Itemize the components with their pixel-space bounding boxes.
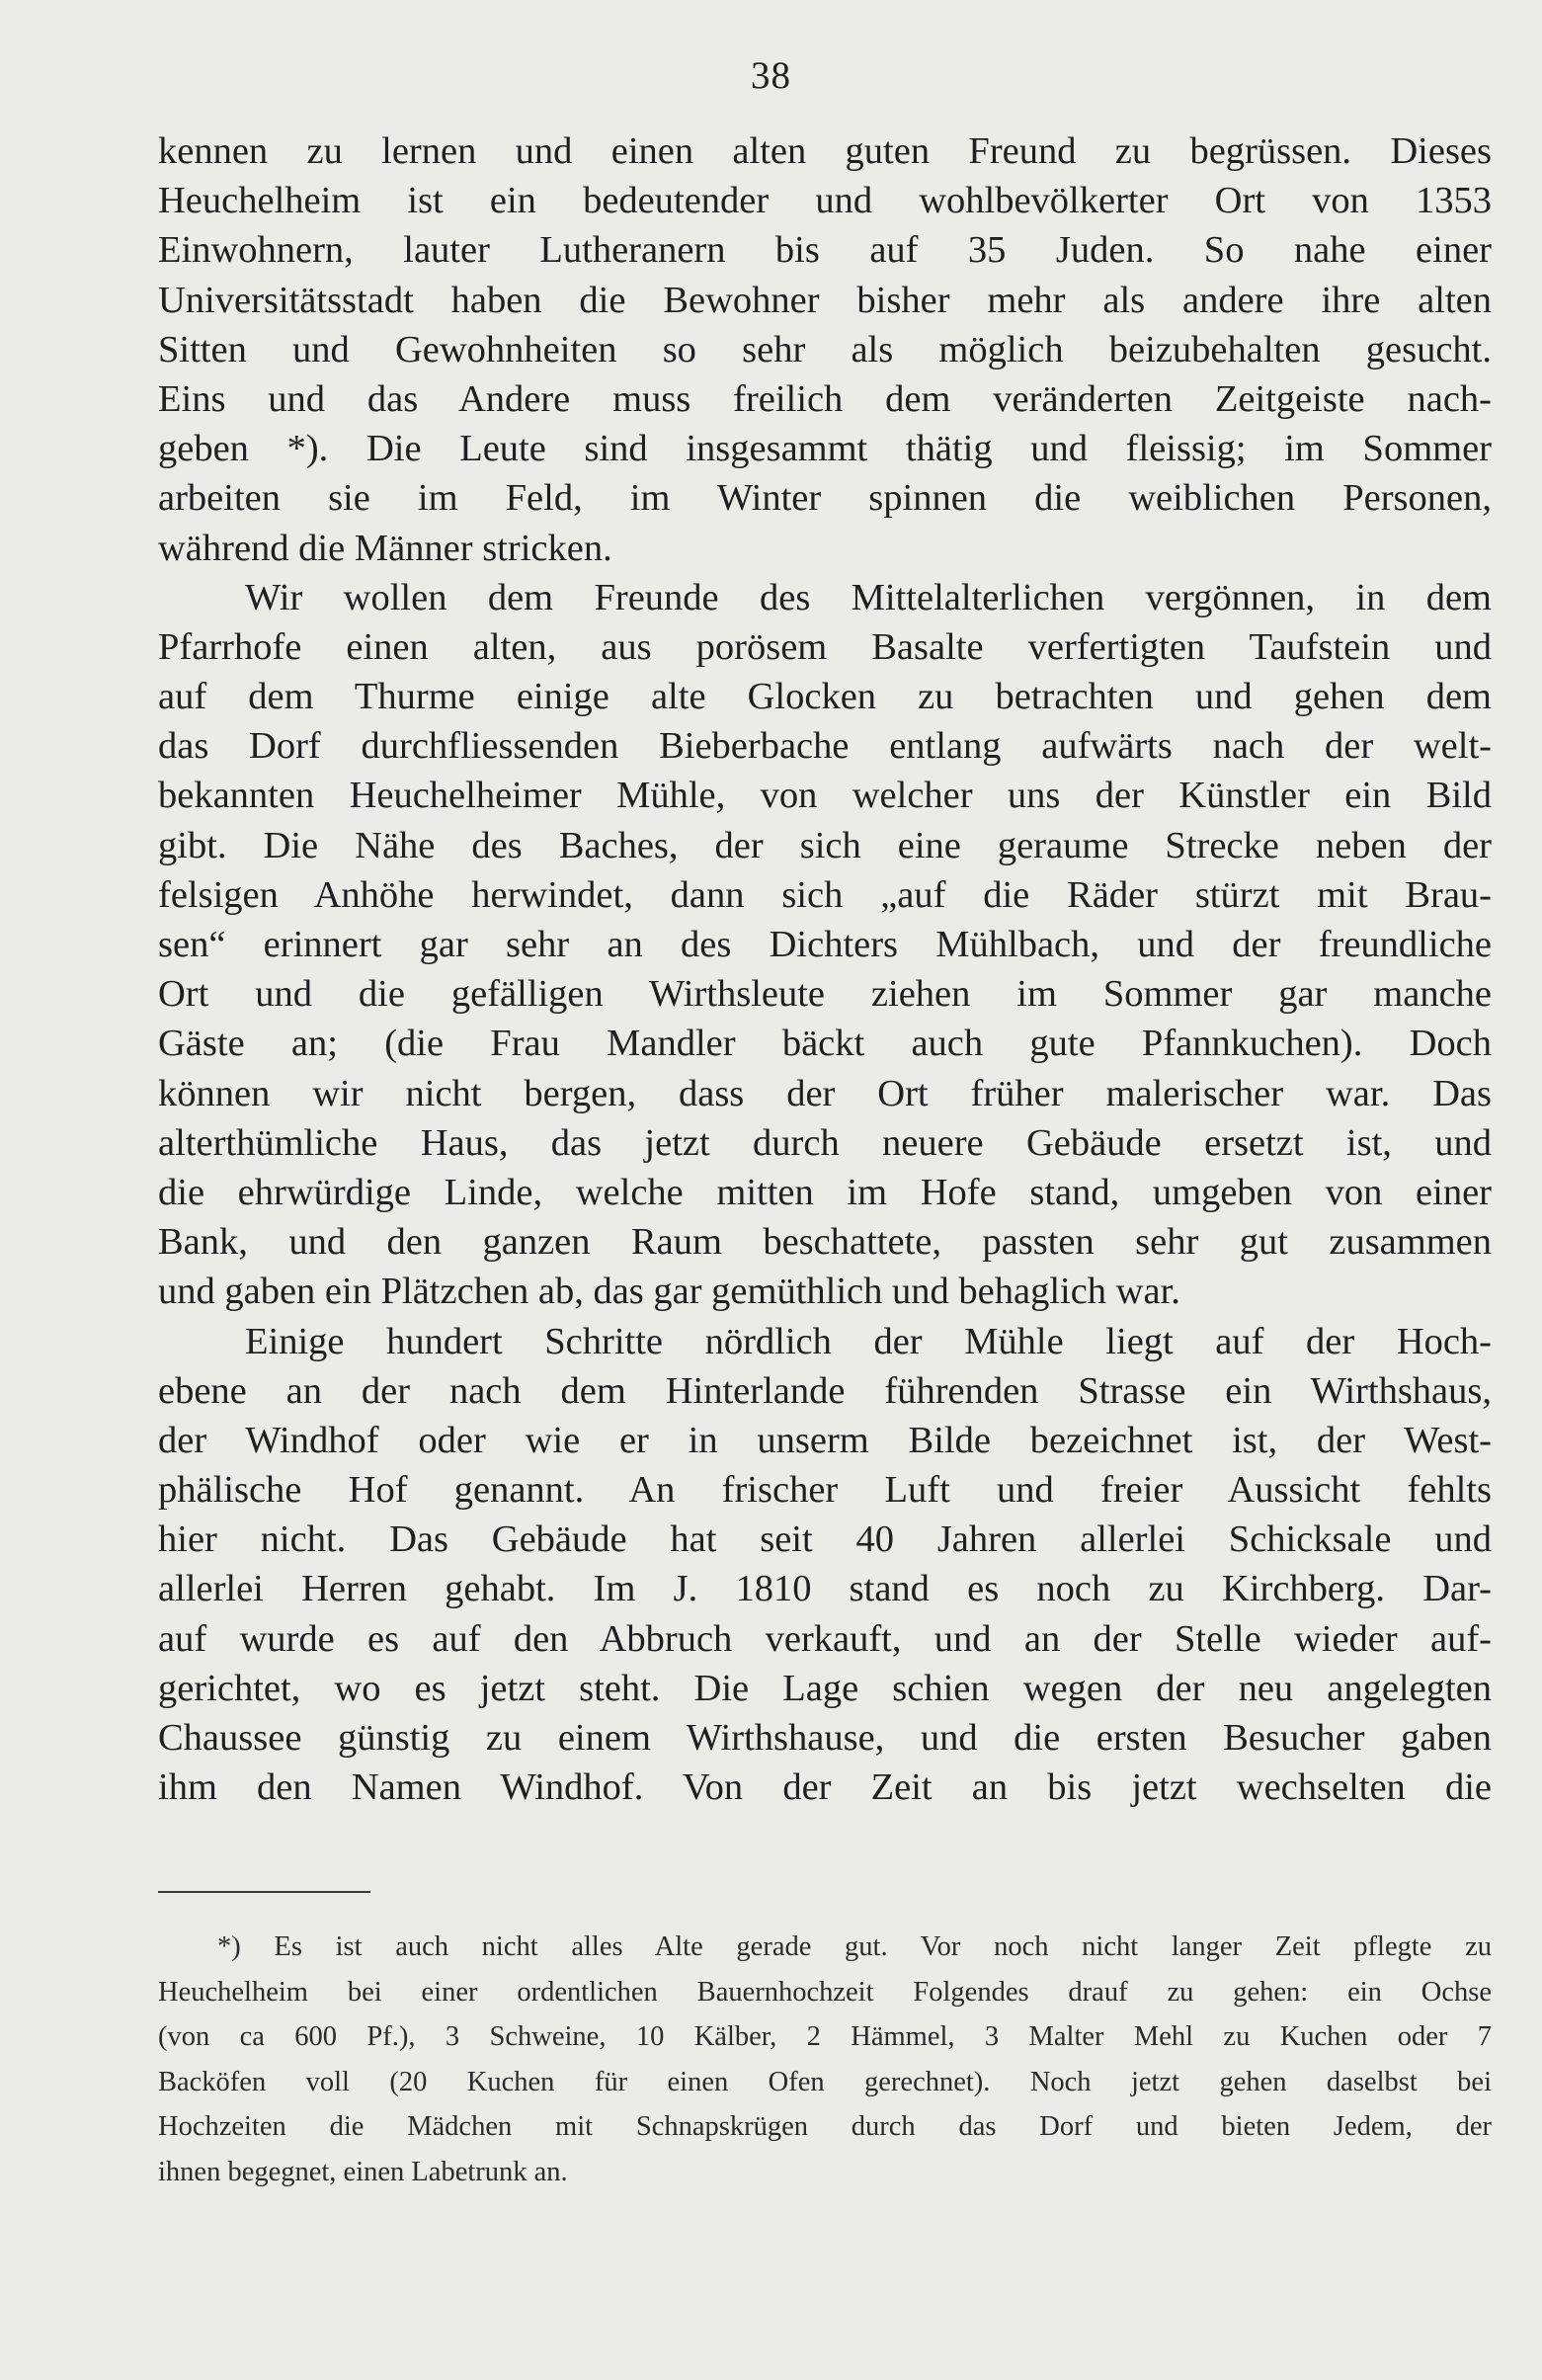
text-line: Pfarrhofe einen alten, aus porösem Basalte verfertigten Taufstein und <box>158 625 1492 668</box>
text-line: geben *). Die Leute sind insgesammt thätig und fleissig; im Sommer <box>158 428 1492 470</box>
text-line: Einige hundert Schritte nördlich der Mühle liegt auf der Hoch- <box>245 1320 1492 1362</box>
footnote-line: Backöfen voll (20 Kuchen für einen Ofen gerechnet). Noch jetzt gehen daselbst bei <box>158 2066 1492 2097</box>
text-line: kennen zu lernen und einen alten guten Freund zu begrüssen. Dieses <box>158 130 1492 172</box>
text-line: Heuchelheim ist ein bedeutender und wohlbevölkerter Ort von 1353 <box>158 180 1492 222</box>
text-line: bekannten Heuchelheimer Mühle, von welcher uns der Künstler ein Bild <box>158 775 1492 817</box>
text-line: allerlei Herren gehabt. Im J. 1810 stand es noch zu Kirchberg. Dar- <box>158 1568 1492 1610</box>
text-line: sen“ erinnert gar sehr an des Dichters Mühlbach, und der freundliche <box>158 924 1492 965</box>
footnote <box>158 1925 1492 2194</box>
text-line: Ort und die gefälligen Wirthsleute ziehen im Sommer gar manche <box>158 973 1492 1016</box>
text-line: auf wurde es auf den Abbruch verkauft, und an der Stelle wieder auf- <box>158 1617 1492 1660</box>
footnote-line: Hochzeiten die Mädchen mit Schnapskrügen durch das Dorf und bieten Jedem, der <box>158 2111 1492 2142</box>
text-line: gibt. Die Nähe des Baches, der sich eine geraume Strecke neben der <box>158 824 1492 866</box>
footnote-line: ihnen begegnet, einen Labetrunk an. <box>158 2156 568 2187</box>
text-line: Bank, und den ganzen Raum beschattete, passten sehr gut zusammen <box>158 1221 1492 1264</box>
text-line: Wir wollen dem Freunde des Mittelalterlichen vergönnen, in dem <box>245 576 1492 618</box>
text-line: Einwohnern, lauter Lutheranern bis auf 35 Juden. So nahe einer <box>158 229 1492 272</box>
text-line: Universitätsstadt haben die Bewohner bisher mehr als andere ihre alten <box>158 279 1492 321</box>
body-text <box>158 126 1492 1812</box>
text-line: gerichtet, wo es jetzt steht. Die Lage schien wegen der neu angelegten <box>158 1667 1492 1709</box>
text-line: während die Männer stricken. <box>158 527 612 569</box>
text-line: das Dorf durchfliessenden Bieberbache entlang aufwärts nach der welt- <box>158 725 1492 768</box>
text-line: die ehrwürdige Linde, welche mitten im Hofe stand, umgeben von einer <box>158 1171 1492 1213</box>
text-line: ihm den Namen Windhof. Von der Zeit an bis jetzt wechselten die <box>158 1766 1492 1809</box>
text-line: können wir nicht bergen, dass der Ort früher malerischer war. Das <box>158 1072 1492 1114</box>
text-line: Eins und das Andere muss freilich dem veränderten Zeitgeiste nach- <box>158 377 1492 420</box>
text-line: ebene an der nach dem Hinterlande führenden Strasse ein Wirthshaus, <box>158 1369 1492 1412</box>
footnote-line: (von ca 600 Pf.), 3 Schweine, 10 Kälber, 2 Hämmel, 3 Malter Mehl zu Kuchen oder 7 <box>158 2021 1492 2052</box>
text-line: arbeiten sie im Feld, im Winter spinnen die weiblichen Personen, <box>158 477 1492 520</box>
text-line: felsigen Anhöhe herwindet, dann sich „auf die Räder stürzt mit Brau- <box>158 873 1492 916</box>
text-line: Gäste an; (die Frau Mandler bäckt auch gute Pfannkuchen). Doch <box>158 1023 1492 1065</box>
text-line: alterthümliche Haus, das jetzt durch neuere Gebäude ersetzt ist, und <box>158 1121 1492 1164</box>
text-line: Sitten und Gewohnheiten so sehr als möglich beizubehalten gesucht. <box>158 328 1492 370</box>
page-number: 38 <box>751 54 791 97</box>
text-line: und gaben ein Plätzchen ab, das gar gemüthlich und behaglich war. <box>158 1271 1180 1313</box>
text-line: phälische Hof genannt. An frischer Luft und freier Aussicht fehlts <box>158 1469 1492 1512</box>
text-line: auf dem Thurme einige alte Glocken zu betrachten und gehen dem <box>158 676 1492 718</box>
text-line: der Windhof oder wie er in unserm Bilde bezeichnet ist, der West- <box>158 1419 1492 1461</box>
text-line: hier nicht. Das Gebäude hat seit 40 Jahren allerlei Schicksale und <box>158 1518 1492 1561</box>
footnote-line: *) Es ist auch nicht alles Alte gerade gut. Vor noch nicht langer Zeit pflegte zu <box>217 1931 1492 1962</box>
footnote-divider <box>158 1891 370 1893</box>
footnote-line: Heuchelheim bei einer ordentlichen Bauernhochzeit Folgendes drauf zu gehen: ein Ochse <box>158 1976 1492 2008</box>
text-line: Chaussee günstig zu einem Wirthshause, und die ersten Besucher gaben <box>158 1717 1492 1759</box>
